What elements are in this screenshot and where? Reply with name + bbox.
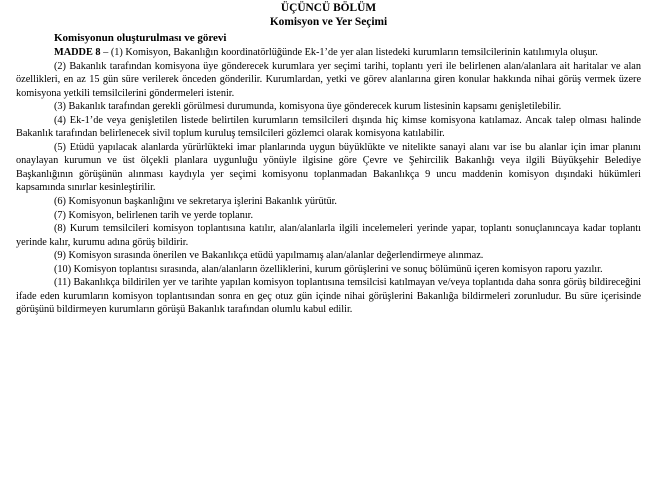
paragraph-4: (4) Ek-1’de veya genişletilen listede belirtilen kurumların temsilcileri dışında hiç kimse komisyona katılamaz. Ancak talep olması halinde Bakanlık tarafından belirlenecek sivil toplum kuruluş temsilcileri gözlemci olarak komisyona katılabilir. xyxy=(16,114,641,140)
paragraph-8: (8) Kurum temsilcileri komisyon toplantısına katılır, alan/alanlarla ilgili incelemeleri yerinde yapar, toplantı sonuçlanıncaya kadar toplantı yerinde kalır, kurumu adına görüş bildirir. xyxy=(16,223,641,248)
article-heading: Komisyonun oluşturulması ve görevi xyxy=(54,32,227,44)
article-dash: – xyxy=(100,47,111,58)
paragraph-10: (10) Komisyon toplantısı sırasında, alan/alanların özelliklerini, kurum görüşlerini ve sonuç bölümünü içeren komisyon raporu yazılır. xyxy=(54,263,603,275)
paragraph-9: (9) Komisyon sırasında önerilen ve Bakanlıkça etüdü yapılmamış alan/alanlar değerlendirmeye alınmaz. xyxy=(54,250,484,262)
chapter-title: ÜÇÜNCÜ BÖLÜM xyxy=(280,2,377,14)
paragraph-11: (11) Bakanlıkça bildirilen yer ve tarihte yapılan komisyon toplantısına temsilcisi katılmayan ve/veya toplantıda daha sonra görüş bildireceğini ifade eden kurumların komisyon toplantısından sonra en geç otuz gün içinde nihai görüşlerini Bakanlığa bildirmeleri zorunludur. Bu süre içerisinde görüşünü bildirmeyen kurumların görüşü Bakanlık tarafından olumlu kabul edilir. xyxy=(16,277,641,316)
paragraph-2: (2) Bakanlık tarafından komisyona üye gönderecek kurumlara yer seçimi tarihi, toplantı yeri ile belirlenen alan/alanlara ait haritalar ve alan özellikleri, en az 15 gün süre verilerek önceden gönderilir. Kurumlardan, yetki ve görev alanlarına giren konular hakkında nihai görüş vermek üzere komisyona yetkili temsilcilerini göndermeleri istenir. xyxy=(16,60,641,99)
paragraph-1 xyxy=(16,46,641,60)
paragraph-3: (3) Bakanlık tarafından gerekli görülmesi durumunda, komisyona üye gönderecek kurum listesinin kapsamı genişletilebilir. xyxy=(54,101,562,113)
paragraph-1-text: (1) Komisyon, Bakanlığın koordinatörlüğünde Ek-1’de yer alan listedeki kurumların temsilcilerinin katılımıyla oluşur. xyxy=(110,47,598,58)
article-label: MADDE 8 xyxy=(54,47,101,58)
paragraph-7: (7) Komisyon, belirlenen tarih ve yerde toplanır. xyxy=(54,209,254,221)
section-title: Komisyon ve Yer Seçimi xyxy=(269,16,388,28)
paragraph-6: (6) Komisyonun başkanlığını ve sekretarya işlerini Bakanlık yürütür. xyxy=(54,196,337,208)
paragraph-5: (5) Etüdü yapılacak alanlarda yürürlükteki imar planlarında uygun büyüklükte ve nitelikte sanayi alanı var ise bu alanlar için imar planını onaylayan kurumun ve üst ölçekli planlara uygunluğu yönüyle ilgisine göre Çevre ve Şehircilik Bakanlığı veya ilgili Büyükşehir Belediye Başkanlığının görüşünün alınması kaydıyla yer seçimi komisyonu toplanmadan Bakanlıkça 9 uncu maddenin komisyon dışındaki hükümleri kapsamında sınırlar kesinleştirilir. xyxy=(16,141,641,194)
